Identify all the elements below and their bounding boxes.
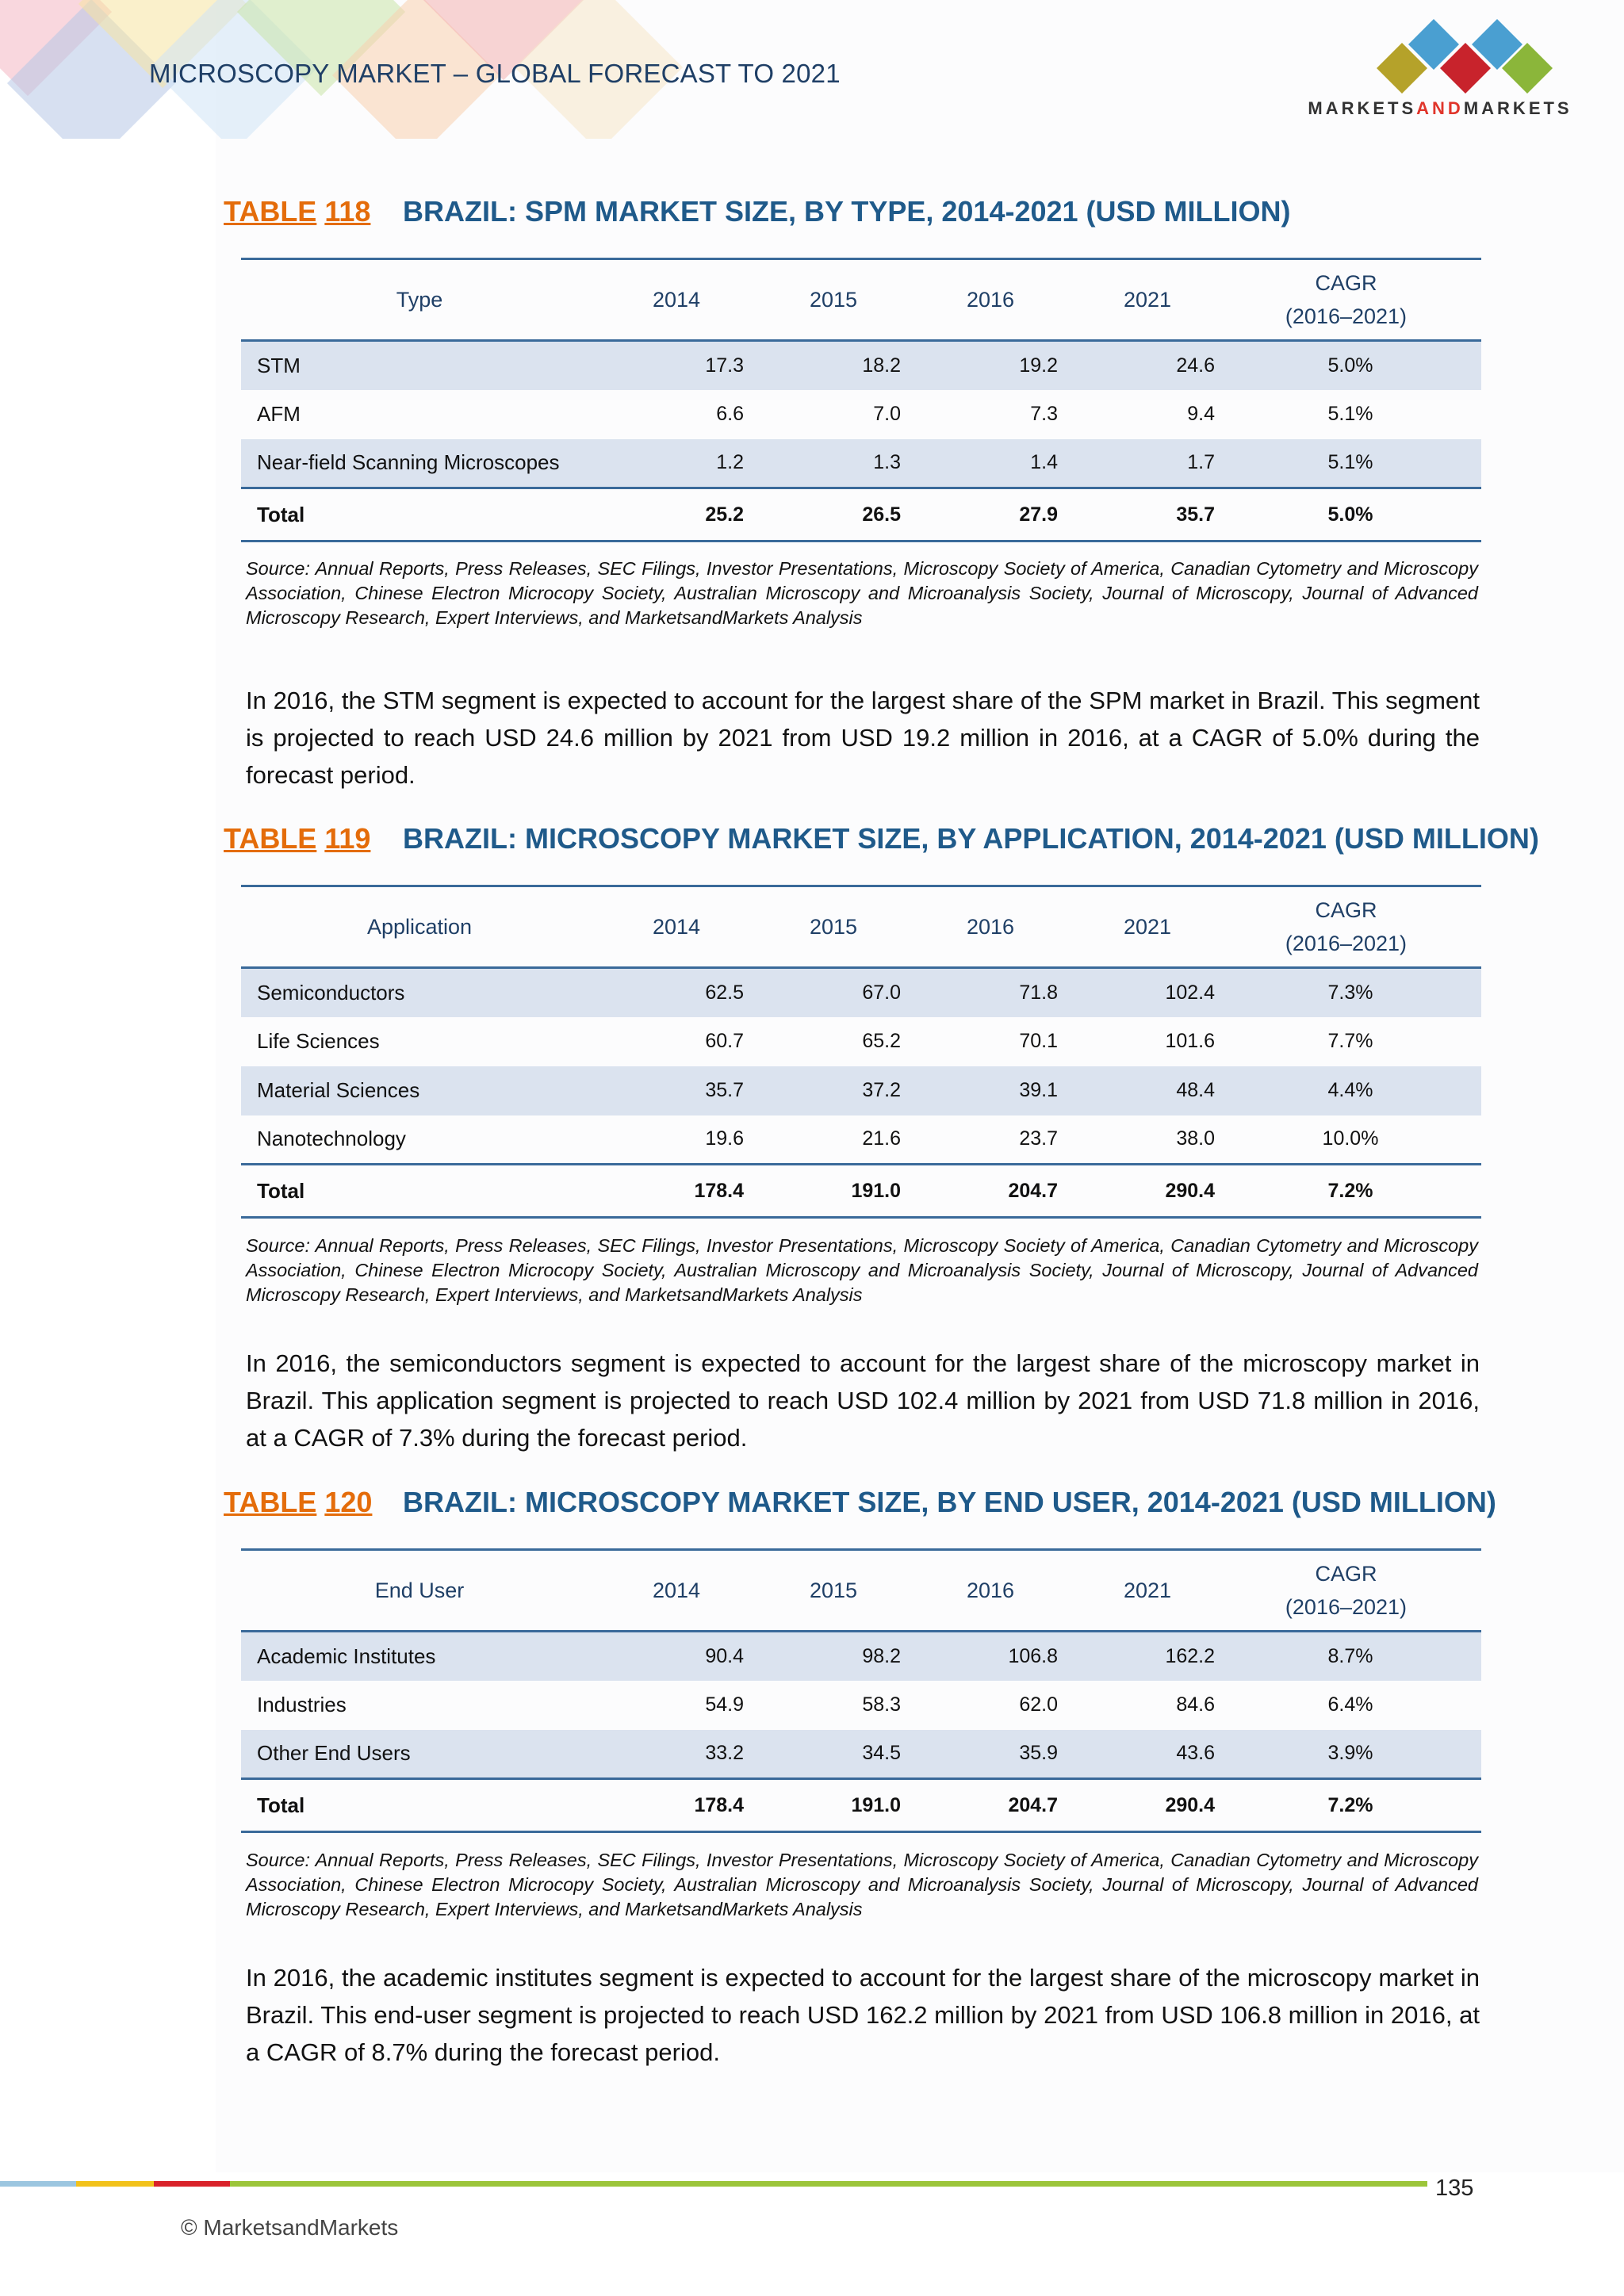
footer-color-bar	[0, 2181, 1427, 2187]
table-total-row: Total 178.4 191.0 204.7 290.4 7.2%	[241, 1165, 1481, 1218]
body-paragraph: In 2016, the semiconductors segment is expected to account for the largest share of the microscopy market in Brazil. This application segment is projected to reach USD 102.4 million by 2021 from USD 71.8 million in 2016, at a CAGR of 7.3% during the forecast period.	[246, 1349, 1480, 1452]
column-header: 2021	[1069, 886, 1226, 968]
column-header: 2021	[1069, 1550, 1226, 1632]
table-label: TABLE	[224, 195, 317, 228]
column-header-cagr: CAGR (2016–2021)	[1226, 259, 1481, 341]
table-total-row: Total 25.2 26.5 27.9 35.7 5.0%	[241, 488, 1481, 541]
column-header: 2016	[912, 259, 1069, 341]
table-title: BRAZIL: MICROSCOPY MARKET SIZE, BY APPLICATION, 2014-2021 (USD MILLION)	[403, 822, 1539, 855]
table-label: TABLE	[224, 1486, 317, 1518]
column-header: Type	[241, 259, 598, 341]
table-row: Academic Institutes 90.4 98.2 106.8 162.2 8.7%	[241, 1632, 1481, 1681]
column-header: End User	[241, 1550, 598, 1632]
column-header-cagr: CAGR (2016–2021)	[1226, 1550, 1481, 1632]
column-header: 2015	[755, 886, 912, 968]
column-header: 2015	[755, 259, 912, 341]
table-total-row: Total 178.4 191.0 204.7 290.4 7.2%	[241, 1779, 1481, 1832]
table-row: Other End Users 33.2 34.5 35.9 43.6 3.9%	[241, 1730, 1481, 1779]
column-header-cagr: CAGR (2016–2021)	[1226, 886, 1481, 968]
table-title: BRAZIL: SPM MARKET SIZE, BY TYPE, 2014-2021 (USD MILLION)	[403, 195, 1291, 228]
column-header: 2016	[912, 886, 1069, 968]
table-row: Life Sciences 60.7 65.2 70.1 101.6 7.7%	[257, 1029, 1373, 1053]
copyright-notice: © MarketsandMarkets	[181, 2215, 399, 2240]
table-row: Material Sciences 35.7 37.2 39.1 48.4 4.4%	[241, 1066, 1481, 1115]
table-number-link[interactable]: 119	[324, 822, 371, 855]
column-header: 2014	[598, 259, 755, 341]
header-title: MICROSCOPY MARKET – GLOBAL FORECAST TO 2021	[149, 59, 841, 88]
table-source-note: Source: Annual Reports, Press Releases, SEC Filings, Investor Presentations, Microscopy Society of America, Canadian Cytometry and Microscopy Association, Chinese Electron Microcopy Society, Australian Microscopy and Microanalysis Society, Journal of Microscopy, Journal of Advanced Microscopy Research, Expert Interviews, and MarketsandMarkets Analysis	[246, 1235, 1478, 1305]
table-120	[241, 1548, 1481, 1833]
table-119-caption	[224, 822, 1539, 855]
column-header: 2014	[598, 1550, 755, 1632]
column-header: 2015	[755, 1550, 912, 1632]
table-119	[241, 885, 1481, 1219]
column-header: Application	[241, 886, 598, 968]
table-118-caption	[224, 195, 1291, 228]
column-header: 2021	[1069, 259, 1226, 341]
table-source-note: Source: Annual Reports, Press Releases, SEC Filings, Investor Presentations, Microscopy Society of America, Canadian Cytometry and Microscopy Association, Chinese Electron Microcopy Society, Australian Microscopy and Microanalysis Society, Journal of Microscopy, Journal of Advanced Microscopy Research, Expert Interviews, and MarketsandMarkets Analysis	[246, 558, 1478, 628]
table-row: Semiconductors 62.5 67.0 71.8 102.4 7.3%	[241, 968, 1481, 1017]
table-row: Nanotechnology 19.6 21.6 23.7 38.0 10.0%	[257, 1127, 1379, 1151]
table-source-note: Source: Annual Reports, Press Releases, SEC Filings, Investor Presentations, Microscopy Society of America, Canadian Cytometry and Microscopy Association, Chinese Electron Microcopy Society, Australian Microscopy and Microanalysis Society, Journal of Microscopy, Journal of Advanced Microscopy Research, Expert Interviews, and MarketsandMarkets Analysis	[246, 1850, 1478, 1919]
table-number-link[interactable]: 118	[324, 195, 371, 228]
table-number-link[interactable]: 120	[324, 1486, 373, 1518]
table-120-caption	[224, 1486, 1496, 1519]
table-title: BRAZIL: MICROSCOPY MARKET SIZE, BY END USER, 2014-2021 (USD MILLION)	[403, 1486, 1496, 1518]
table-118	[241, 258, 1481, 542]
column-header: 2014	[598, 886, 755, 968]
body-paragraph: In 2016, the academic institutes segment is expected to account for the largest share of the microscopy market in Brazil. This end-user segment is projected to reach USD 162.2 million by 2021 from USD 106.8 million in 2016, at a CAGR of 8.7% during the forecast period.	[246, 1964, 1480, 2066]
table-row: Near-field Scanning Microscopes 1.2 1.3 1.4 1.7 5.1%	[241, 439, 1481, 488]
page-number: 135	[1435, 2175, 1474, 2201]
column-header: 2016	[912, 1550, 1069, 1632]
table-row: Industries 54.9 58.3 62.0 84.6 6.4%	[257, 1693, 1373, 1716]
table-label: TABLE	[224, 822, 317, 855]
table-row: AFM 6.6 7.0 7.3 9.4 5.1%	[257, 402, 1373, 426]
body-paragraph: In 2016, the STM segment is expected to account for the largest share of the SPM market in Brazil. This segment is projected to reach USD 24.6 million by 2021 from USD 19.2 million in 2016, at a CAGR of 5.0% during the forecast period.	[246, 687, 1480, 789]
table-row: STM 17.3 18.2 19.2 24.6 5.0%	[241, 341, 1481, 390]
logo-text: MARKETSANDMARKETS	[1308, 98, 1572, 118]
